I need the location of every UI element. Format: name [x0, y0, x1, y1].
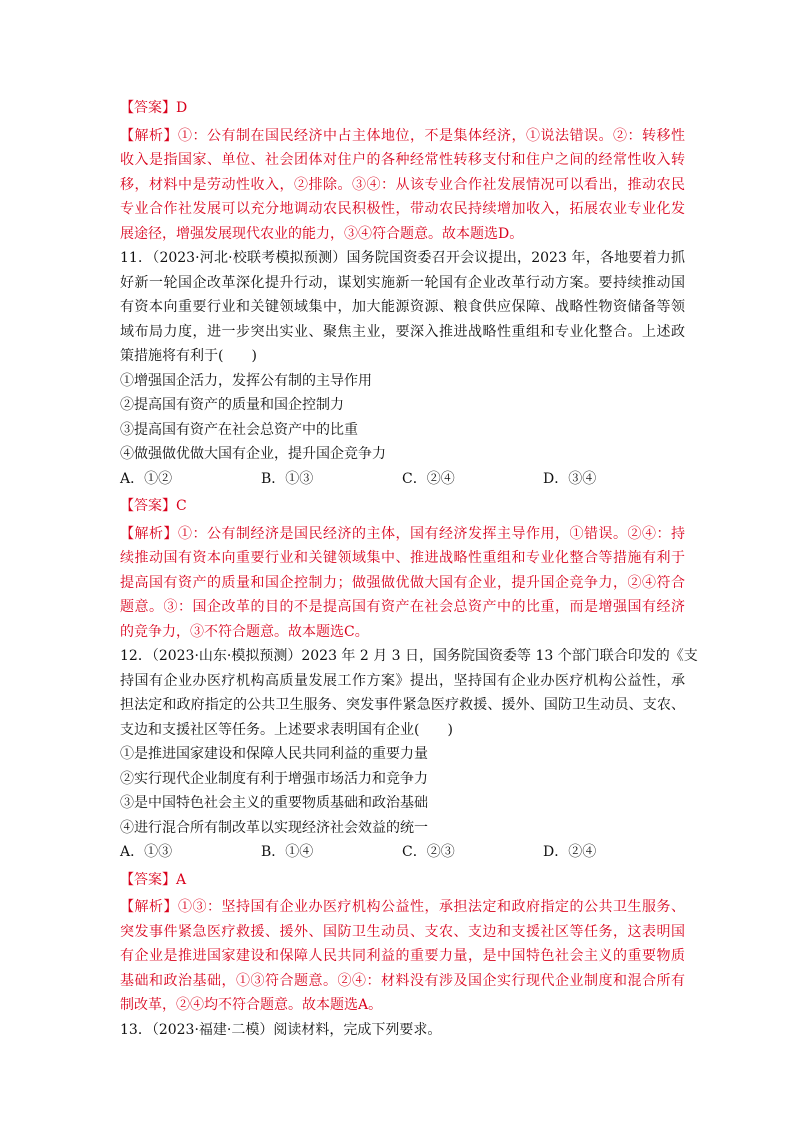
stem-line: 12．（2023·山东·模拟预测）2023 年 2 月 3 日，国务院国资委等 13 个部门联合印发的《支 — [120, 648, 698, 664]
stem-line: 支边和支援社区等任务。上述要求表明国有企业( ) — [120, 721, 453, 738]
option-c: C．②③ — [402, 844, 455, 860]
stem-line: 好新一轮国企改革深化提升行动，谋划实施新一轮国有企业改革行动方案。要持续推动国 — [120, 274, 685, 291]
option-a: A．①③ — [120, 844, 173, 860]
question-12-options — [120, 840, 685, 865]
analysis-line: 收入是指国家、单位、社会团体对住户的各种经常性转移支付和住户之间的经常性收入转 — [120, 152, 685, 168]
analysis-line: 【解析】①：公有制经济是国民经济的主体，国有经济发挥主导作用，①错误。②④：持 — [120, 525, 685, 542]
question-11-options — [120, 467, 685, 492]
option-d: D．②④ — [543, 844, 597, 860]
analysis-line: 【解析】①：公有制在国民经济中占主体地位，不是集体经济，①说法错误。②：转移性 — [120, 127, 685, 144]
option-a: A．①② — [120, 470, 173, 487]
option-b: B．①③ — [261, 470, 314, 487]
stem-line: 担法定和政府指定的公共卫生服务、突发事件紧急医疗救援、援外、国防卫生动员、支农、 — [120, 697, 685, 713]
question-11-items — [120, 369, 685, 467]
analysis-line: 的竞争力，③不符合题意。故本题选C。 — [120, 623, 369, 640]
analysis-line: 【解析】①③：坚持国有企业办医疗机构公益性，承担法定和政府指定的公共卫生服务、 — [120, 899, 685, 915]
option-c: C．②④ — [402, 470, 455, 487]
answer-q11: 【答案】C — [120, 498, 187, 514]
analysis-line: 题意。③：国企改革的目的不是提高国有资产在社会总资产中的比重，而是增强国有经济 — [120, 599, 685, 615]
analysis-line: 移，材料中是劳动性收入，②排除。③④：从该专业合作社发展情况可以看出，推动农民 — [120, 176, 685, 193]
statement-item: ①是推进国家建设和保障人民共同利益的重要力量 — [120, 746, 428, 762]
statement-item: ②实行现代企业制度有利于增强市场活力和竞争力 — [120, 770, 428, 787]
statement-item: ②提高国有资产的质量和国企控制力 — [120, 397, 344, 413]
analysis-q12 — [120, 895, 685, 1018]
answer-q12: 【答案】A — [120, 871, 187, 888]
document-page — [120, 96, 698, 1042]
answer-q10: 【答案】D — [120, 100, 188, 116]
analysis-line: 提高国有资产的质量和国企控制力；做强做优做大国有企业，提升国企竞争力，②④符合 — [120, 574, 685, 591]
analysis-line: 有企业是推进国家建设和保障人民共同利益的重要力量，是中国特色社会主义的重要物质 — [120, 948, 685, 964]
analysis-line: 突发事件紧急医疗救援、援外、国防卫生动员、支农、支边和支援社区等任务，这表明国 — [120, 923, 685, 940]
analysis-q10 — [120, 124, 685, 247]
statement-item: ①增强国企活力，发挥公有制的主导作用 — [120, 372, 372, 389]
option-d: D．③④ — [543, 470, 597, 487]
analysis-q11 — [120, 522, 685, 645]
question-12-stem — [120, 644, 698, 742]
statement-item: ④做强做优做大国有企业，提升国企竞争力 — [120, 446, 386, 462]
stem-line: 有资本向重要行业和关键领域集中，加大能源资源、粮食供应保障、战略性物资储备等领 — [120, 299, 685, 315]
analysis-line: 制改革，②④均不符合题意。故本题选A。 — [120, 997, 383, 1013]
question-11-stem — [120, 246, 685, 369]
statement-item: ③是中国特色社会主义的重要物质基础和政治基础 — [120, 795, 428, 811]
analysis-line: 专业合作社发展可以充分地调动农民积极性，带动农民持续增加收入，拓展农业专业化发 — [120, 201, 685, 217]
option-b: B．①④ — [261, 844, 314, 860]
analysis-line: 基础和政治基础，①③符合题意。②④：材料没有涉及国企实行现代企业制度和混合所有 — [120, 972, 685, 989]
analysis-line: 续推动国有资本向重要行业和关键领域集中、推进战略性重组和专业化整合等措施有利于 — [120, 550, 685, 566]
stem-line: 11．（2023·河北·校联考模拟预测）国务院国资委召开会议提出，2023 年，各地要着力抓 — [120, 250, 685, 266]
statement-item: ④进行混合所有制改革以实现经济社会效益的统一 — [120, 819, 428, 836]
question-13-stem: 13．（2023·福建·二模）阅读材料，完成下列要求。 — [120, 1021, 442, 1038]
stem-line: 域布局力度，进一步突出实业、聚焦主业，要深入推进战略性重组和专业化整合。上述政 — [120, 323, 685, 340]
statement-item: ③提高国有资产在社会总资产中的比重 — [120, 421, 358, 438]
analysis-line: 展途径，增强发展现代农业的能力，③④符合题意。故本题选D。 — [120, 225, 524, 242]
question-12-items — [120, 742, 685, 840]
stem-line: 持国有企业办医疗机构高质量发展工作方案》提出，坚持国有企业办医疗机构公益性，承 — [120, 672, 685, 689]
stem-line: 策措施将有利于( ) — [120, 348, 257, 364]
